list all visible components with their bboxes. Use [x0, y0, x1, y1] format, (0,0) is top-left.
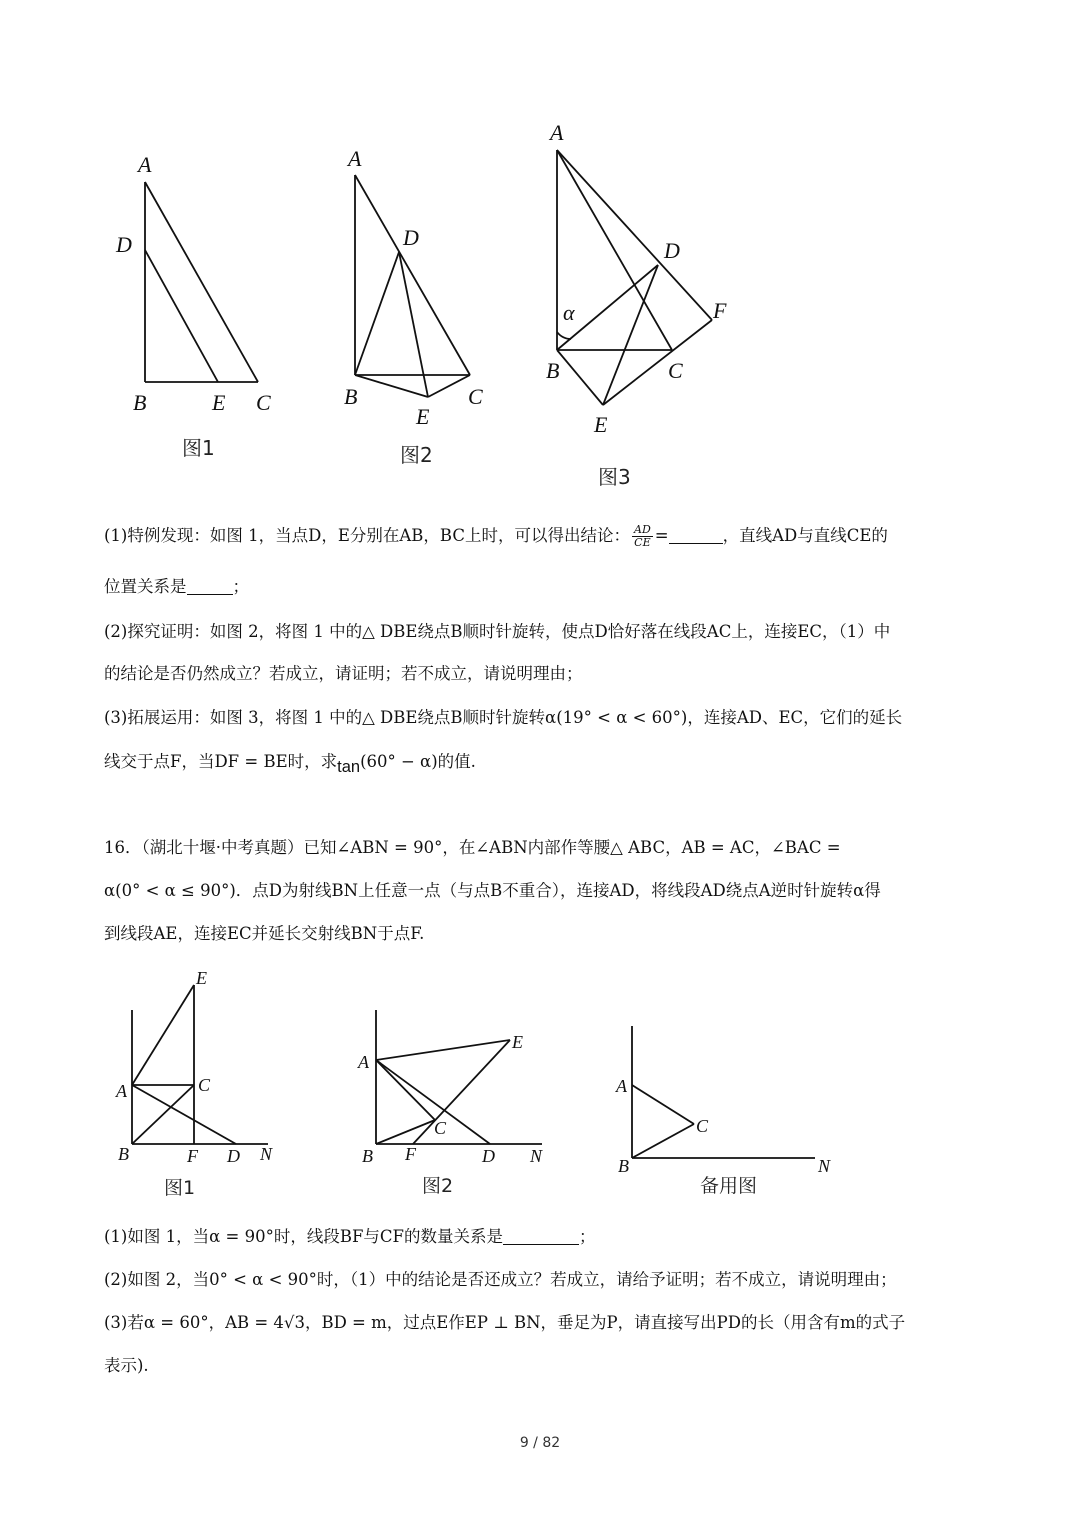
- b2-label-C: C: [434, 1118, 447, 1138]
- fig1-label-E: E: [212, 390, 226, 415]
- b1-label-C: C: [198, 1075, 211, 1095]
- problem15-q1-text-a: (1)特例发现：如图 1，当点D，E分别在AB，BC上时，可以得出结论：: [104, 526, 630, 545]
- fig2-label-D: D: [403, 225, 419, 250]
- tan-function: tan: [337, 758, 361, 776]
- problem15-q3-text2a: 线交于点F，当DF = BE时，求: [104, 752, 338, 771]
- b1-label-F: F: [187, 1146, 198, 1166]
- fig3-label-B: B: [546, 358, 560, 383]
- fig2-caption: 图2: [400, 443, 433, 467]
- fig3-label-F: F: [713, 298, 727, 323]
- b2-label-A: A: [358, 1052, 369, 1072]
- b2-label-D: D: [482, 1146, 495, 1166]
- fig1-label-D: D: [116, 232, 132, 257]
- b1-caption: 图1: [164, 1177, 196, 1199]
- problem15-q3-text1: (3)拓展运用：如图 3，将图 1 中的△ DBE绕点B顺时针旋转α(19° < α < 60°)，连接AD、EC，它们的延长: [104, 708, 903, 727]
- problem16-q2-text: (2)如图 2，当0° < α < 90°时，（1）中的结论是否还成立？若成立，请给予证明；若不成立，请说明理由；: [104, 1270, 897, 1289]
- b3-seg-AC: [632, 1085, 694, 1124]
- fraction-numerator: AD: [634, 523, 651, 536]
- fig1-caption: 图1: [182, 436, 215, 460]
- b3-label-C: C: [696, 1116, 709, 1136]
- fig1-label-A: A: [138, 152, 152, 177]
- problem15-q2-text1: (2)探究证明：如图 2，将图 1 中的△ DBE绕点B顺时针旋转，使点D恰好落在线段AC上，连接EC，（1）中: [104, 622, 891, 641]
- problem15-q3-text2b: (60° − α)的值.: [360, 752, 476, 771]
- fig2-label-A: A: [348, 146, 362, 171]
- problem15-q2-text2: 的结论是否仍然成立？若成立，请证明；若不成立，请说明理由；: [104, 664, 583, 683]
- fig1-label-C: C: [256, 390, 271, 415]
- b1-label-D: D: [227, 1146, 240, 1166]
- problem16-q1: [104, 1215, 984, 1259]
- b2-caption: 图2: [422, 1175, 454, 1197]
- fig2-label-E: E: [416, 404, 430, 429]
- fraction-denominator: CE: [634, 536, 651, 549]
- fig3-label-A: A: [550, 120, 564, 145]
- problem15-q1-equals: =: [654, 526, 669, 545]
- fig3-label-E: E: [594, 412, 608, 437]
- b2-label-N: N: [530, 1146, 543, 1166]
- problem16-q2: [104, 1258, 984, 1302]
- problem15-q1-line2-text: 位置关系是: [104, 577, 187, 596]
- b2-label-E: E: [512, 1032, 523, 1052]
- problem16-text3: 到线段AE，连接EC并延长交射线BN于点F.: [104, 924, 425, 943]
- problem16-q3-text2: 表示).: [104, 1356, 149, 1375]
- b2-label-B: B: [362, 1146, 373, 1166]
- problem16-q1-text: (1)如图 1，当α = 90°时，线段BF与CF的数量关系是: [104, 1227, 503, 1246]
- problem16-text1: 16．（湖北十堰·中考真题）已知∠ABN = 90°，在∠ABN内部作等腰△ ABC，AB = AC，∠BAC =: [104, 838, 841, 857]
- b3-label-N: N: [818, 1156, 831, 1176]
- problem15-q1-text-c: ，直线AD与直线CE的: [722, 526, 888, 545]
- fig2-label-C: C: [468, 384, 483, 409]
- b3-label-B: B: [618, 1156, 629, 1176]
- b3-caption: 备用图: [700, 1175, 758, 1197]
- b2-label-F: F: [405, 1144, 416, 1164]
- fig3-label-C: C: [668, 358, 683, 383]
- problem16-q3-line1: [104, 1301, 984, 1345]
- fig2-label-B: B: [344, 384, 358, 409]
- fig3-label-D: D: [664, 238, 680, 263]
- fig1-label-B: B: [133, 390, 147, 415]
- b1-label-N: N: [260, 1144, 273, 1164]
- fig3-caption: 图3: [598, 465, 631, 489]
- b1-label-E: E: [196, 968, 207, 988]
- page-number: 9 / 82: [519, 1435, 561, 1451]
- problem16-text2: α(0° < α ≤ 90°)．点D为射线BN上任意一点（与点B不重合），连接AD，将线段AD绕点A逆时针旋转α得: [104, 881, 881, 900]
- b3-label-A: A: [616, 1076, 627, 1096]
- problem16-q3-text1: (3)若α = 60°，AB = 4√3，BD = m，过点E作EP ⊥ BN，垂足为P，请直接写出PD的长（用含有m的式子: [104, 1313, 906, 1332]
- b1-label-A: A: [116, 1081, 127, 1101]
- problem16-q3-line2: [104, 1344, 984, 1388]
- problem16-q1-end: ；: [578, 1227, 596, 1246]
- fig3-label-alpha: α: [563, 300, 575, 325]
- b3-seg-BC: [632, 1124, 694, 1158]
- b1-label-B: B: [118, 1144, 129, 1164]
- answer-blank-bf-cf[interactable]: [503, 1228, 579, 1246]
- problem15-q1-line2-end: ；: [232, 577, 249, 596]
